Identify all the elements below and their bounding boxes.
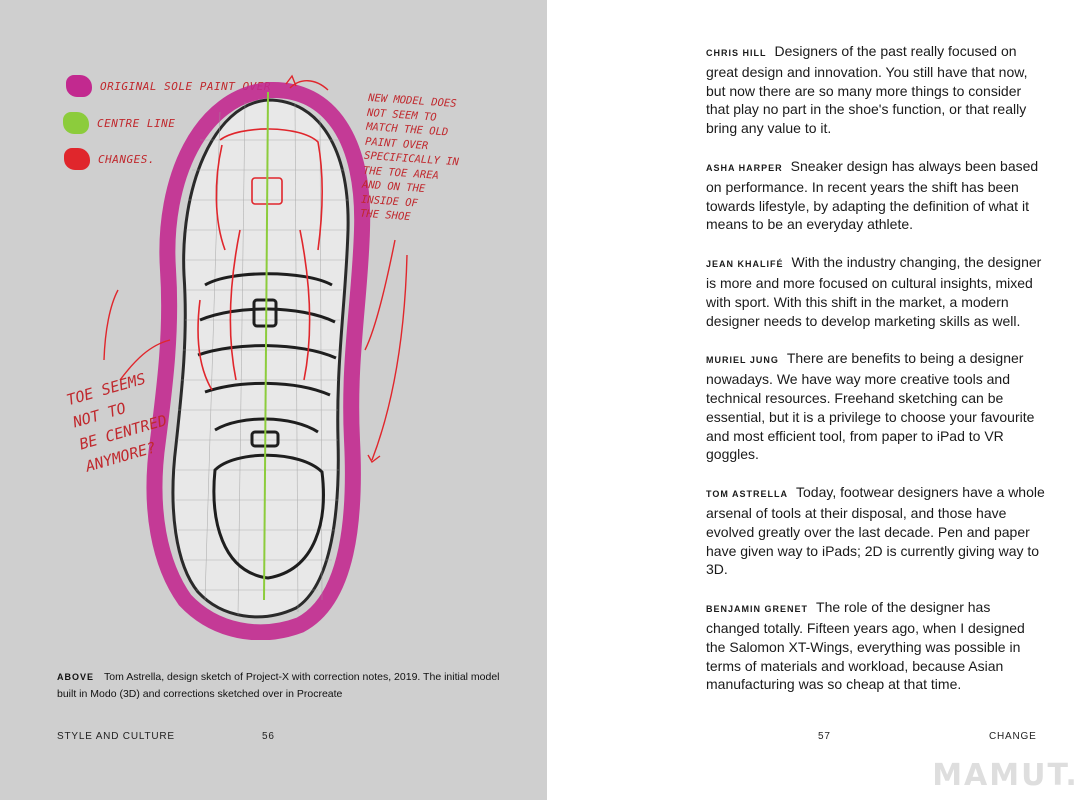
quote-text: Sneaker design has always been based on performance. In recent years the shift has been towards lifestyle, by adapting the definition of what it means to be an everyday athlete. bbox=[706, 157, 1039, 233]
annotation-top-right: NEW MODEL DOES NOT SEEM TO MATCH THE OLD PAINT OVER SPECIFICALLY IN THE TOE AREA AND ON THE INSIDE OF THE SHOE bbox=[359, 91, 460, 224]
speaker-name: ASHA HARPER bbox=[706, 162, 783, 173]
footer-section-right: CHANGE bbox=[989, 731, 1037, 742]
right-page bbox=[547, 0, 1090, 800]
speaker-name: JEAN KHALIFÉ bbox=[706, 259, 784, 270]
speaker-name: CHRIS HILL bbox=[706, 48, 767, 58]
page-number-right: 57 bbox=[818, 731, 831, 742]
footer-section-left: STYLE AND CULTURE bbox=[57, 731, 175, 742]
quote-entry bbox=[706, 349, 1046, 464]
quote-text: There are benefits to being a designer nowadays. We have way more creative tools and technical resources. Freehand sketching can be essential, but it is a privilege to choose your favourite and most efficient tool, from paper to iPad to VR goggles. bbox=[706, 350, 1035, 463]
speaker-name: TOM ASTRELLA bbox=[706, 489, 788, 500]
quote-text: Today, footwear designers have a whole arsenal of tools at their disposal, and those have evolved greatly over the last decade. Pen and paper have given way to iPads; 2D is currently giving way to 3D. bbox=[706, 484, 1045, 578]
speaker-name: MURIEL JUNG bbox=[706, 355, 779, 366]
caption-kicker: ABOVE bbox=[57, 672, 95, 682]
quote-entry bbox=[706, 598, 1046, 694]
quote-entry bbox=[706, 483, 1046, 579]
interview-column bbox=[706, 42, 1046, 713]
quote-text: With the industry changing, the designer is more and more focused on cultural insights, mixed with sport. With this shift in the market, a modern designer needs to develop marketing skills as well. bbox=[706, 254, 1042, 329]
quote-entry bbox=[706, 157, 1046, 234]
legend-label: ORIGINAL SOLE PAINT OVER bbox=[100, 79, 271, 93]
annotation-toe-centred: TOE SEEMS NOT TO BE CENTRED ANYMORE? bbox=[64, 369, 170, 476]
watermark-logo: MAMUT. bbox=[932, 757, 1079, 793]
figure-caption bbox=[57, 669, 507, 703]
legend-label: CENTRE LINE bbox=[97, 116, 176, 130]
speaker-name: BENJAMIN GRENET bbox=[706, 604, 809, 615]
quote-entry bbox=[706, 253, 1046, 330]
quote-text: The role of the designer has changed totally. Fifteen years ago, when I designed the Salomon XT-Wings, everything was possible in terms of materials and workload, because Asian manufacturing was so cheap at that time. bbox=[706, 599, 1025, 693]
quote-entry bbox=[706, 42, 1046, 138]
page-number-left: 56 bbox=[262, 731, 275, 742]
legend-label: CHANGES. bbox=[98, 152, 155, 166]
quote-text: Designers of the past really focused on great design and innovation. You still have that now, but now there are so many more things to consider that play no part in the shoe's function, or that really bring any value to it. bbox=[706, 43, 1028, 137]
caption-text: Tom Astrella, design sketch of Project-X with correction notes, 2019. The initial model built in Modo (3D) and corrections sketched over in Procreate bbox=[57, 671, 500, 700]
